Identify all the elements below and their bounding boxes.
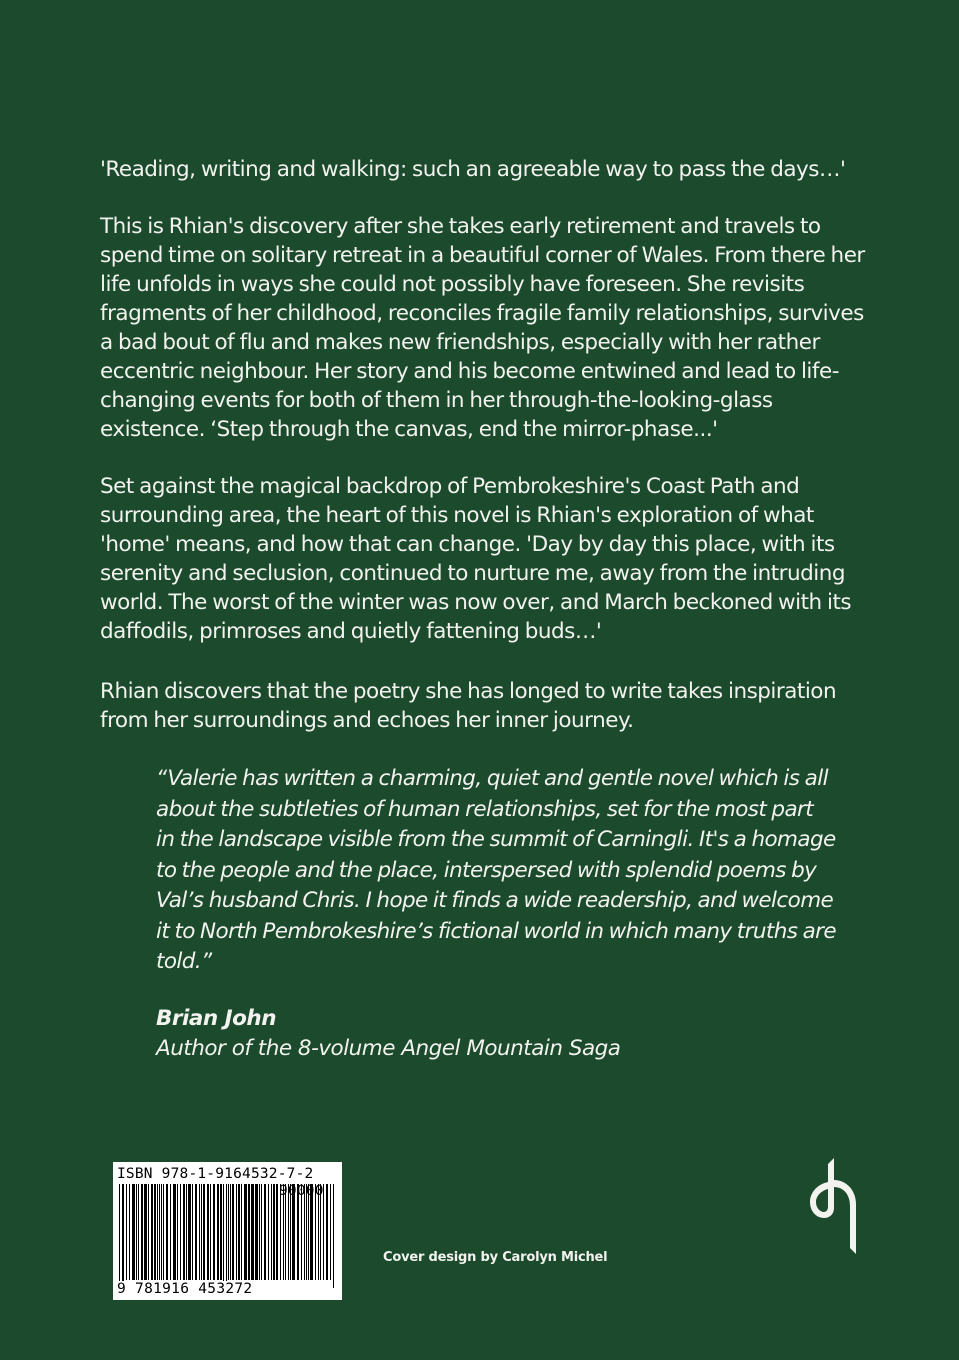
barcode-bar bbox=[177, 1184, 178, 1280]
barcode-bar bbox=[251, 1184, 254, 1280]
barcode-bar bbox=[273, 1184, 275, 1280]
review-attribution bbox=[156, 1004, 870, 1065]
lead-quote: 'Reading, writing and walking: such an agreeable way to pass the days…' bbox=[100, 157, 846, 182]
barcode-digits: 9 781916 453272 bbox=[117, 1281, 253, 1297]
blurb-paragraph-3: Rhian discovers that the poetry she has longed to write takes inspiration from her surroundings and echoes her inner journey. bbox=[100, 679, 837, 733]
barcode-bar bbox=[330, 1184, 331, 1280]
barcode-bar bbox=[248, 1184, 250, 1280]
barcode-bar bbox=[144, 1184, 147, 1280]
barcode-bar bbox=[217, 1184, 219, 1280]
review-author-role: Author of the 8-volume Angel Mountain Saga bbox=[156, 1036, 621, 1061]
barcode-bar bbox=[213, 1184, 215, 1280]
barcode-bar bbox=[126, 1184, 127, 1280]
barcode-bar bbox=[276, 1184, 278, 1280]
barcode-bar bbox=[157, 1184, 158, 1280]
barcode-bar bbox=[268, 1184, 269, 1280]
barcode-bar bbox=[236, 1184, 237, 1280]
review-author: Brian John bbox=[156, 1005, 277, 1031]
barcode-bar bbox=[220, 1184, 222, 1280]
barcode-bar bbox=[129, 1184, 130, 1280]
barcode-bar bbox=[138, 1184, 139, 1280]
barcode-bar bbox=[188, 1184, 191, 1280]
barcode-bar bbox=[207, 1184, 209, 1280]
barcode-bar bbox=[195, 1184, 197, 1280]
barcode-bar bbox=[203, 1184, 205, 1280]
barcode-bar bbox=[226, 1184, 227, 1288]
blurb-paragraph-1: This is Rhian's discovery after she takes early retirement and travels to spend time on solitary retreat in a beautiful corner of Wales. From there her life unfolds in ways she could not possibly have foreseen. She revisits fragments of her childhood, reconciles fragile family relationships, survives a bad bout of flu and makes new friendships, especially with her rather eccentric neighbour. Her story and his become entwined and lead to life-changing events for both of them in her through-the-looking-glass existence. ‘Step through the canvas, end the mirror-phase...' bbox=[100, 214, 865, 442]
barcode-bar bbox=[186, 1184, 187, 1280]
barcode-bar bbox=[192, 1184, 193, 1280]
barcode-bar bbox=[333, 1184, 334, 1288]
barcode-bar bbox=[148, 1184, 149, 1280]
barcode-bar bbox=[238, 1184, 240, 1280]
barcode-bar bbox=[223, 1184, 224, 1288]
publisher-logo-icon bbox=[806, 1150, 868, 1260]
barcode-bar bbox=[261, 1184, 262, 1280]
barcode-bar bbox=[228, 1184, 229, 1280]
review-quote: “Valerie has written a charming, quiet and gentle novel which is all about the subtleties of human relationships, set for the most part in the landscape visible from the summit of Carningli. It's a homage to the people and the place, interspersed with splendid poems by Val’s husband Chris. I hope it finds a wide readership, and welcome it to North Pembrokeshire’s fictional world in which many truths are told.” bbox=[156, 766, 837, 974]
barcode-bar bbox=[259, 1184, 260, 1280]
barcode-bar bbox=[173, 1184, 176, 1280]
barcode-bar bbox=[180, 1184, 181, 1280]
isbn-barcode bbox=[113, 1162, 342, 1300]
barcode-bar bbox=[183, 1184, 185, 1280]
barcode-bar bbox=[166, 1184, 168, 1280]
barcode-bar bbox=[170, 1184, 171, 1280]
barcode-bar bbox=[136, 1184, 137, 1280]
barcode-bar bbox=[199, 1184, 200, 1280]
barcode-bar bbox=[151, 1184, 153, 1280]
price-code: 90000 bbox=[279, 1183, 324, 1199]
barcode-bar bbox=[241, 1184, 242, 1280]
barcode-bar bbox=[271, 1184, 272, 1280]
barcode-bar bbox=[132, 1184, 135, 1280]
cover-design-credit: Cover design by Carolyn Michel bbox=[383, 1250, 608, 1265]
barcode-bar bbox=[210, 1184, 211, 1280]
barcode-bar bbox=[230, 1184, 231, 1280]
barcode-bar bbox=[264, 1184, 266, 1280]
barcode-bar bbox=[201, 1184, 202, 1280]
barcode-bar bbox=[232, 1184, 234, 1280]
isbn-label: ISBN 978-1-9164532-7-2 bbox=[117, 1166, 314, 1182]
back-cover-text bbox=[100, 155, 870, 1065]
blurb-paragraph-2: Set against the magical backdrop of Pembrokeshire's Coast Path and surrounding area, the heart of this novel is Rhian's exploration of what 'home' means, and how that can change. 'Day by day this place, with its serenity and seclusion, continued to nurture me, away from the intruding world. The worst of the winter was now over, and March beckoned with its daffodils, primroses and quietly fattening buds…' bbox=[100, 474, 852, 644]
barcode-bar bbox=[159, 1184, 160, 1280]
barcode-bar bbox=[154, 1184, 156, 1280]
barcode-bar bbox=[244, 1184, 247, 1280]
barcode-bar bbox=[122, 1184, 124, 1288]
barcode-bar bbox=[255, 1184, 258, 1280]
barcode-bar bbox=[326, 1184, 328, 1280]
barcode-bar bbox=[119, 1184, 120, 1288]
barcode-bar bbox=[141, 1184, 143, 1280]
barcode-bar bbox=[163, 1184, 164, 1280]
barcode-bar bbox=[161, 1184, 162, 1280]
